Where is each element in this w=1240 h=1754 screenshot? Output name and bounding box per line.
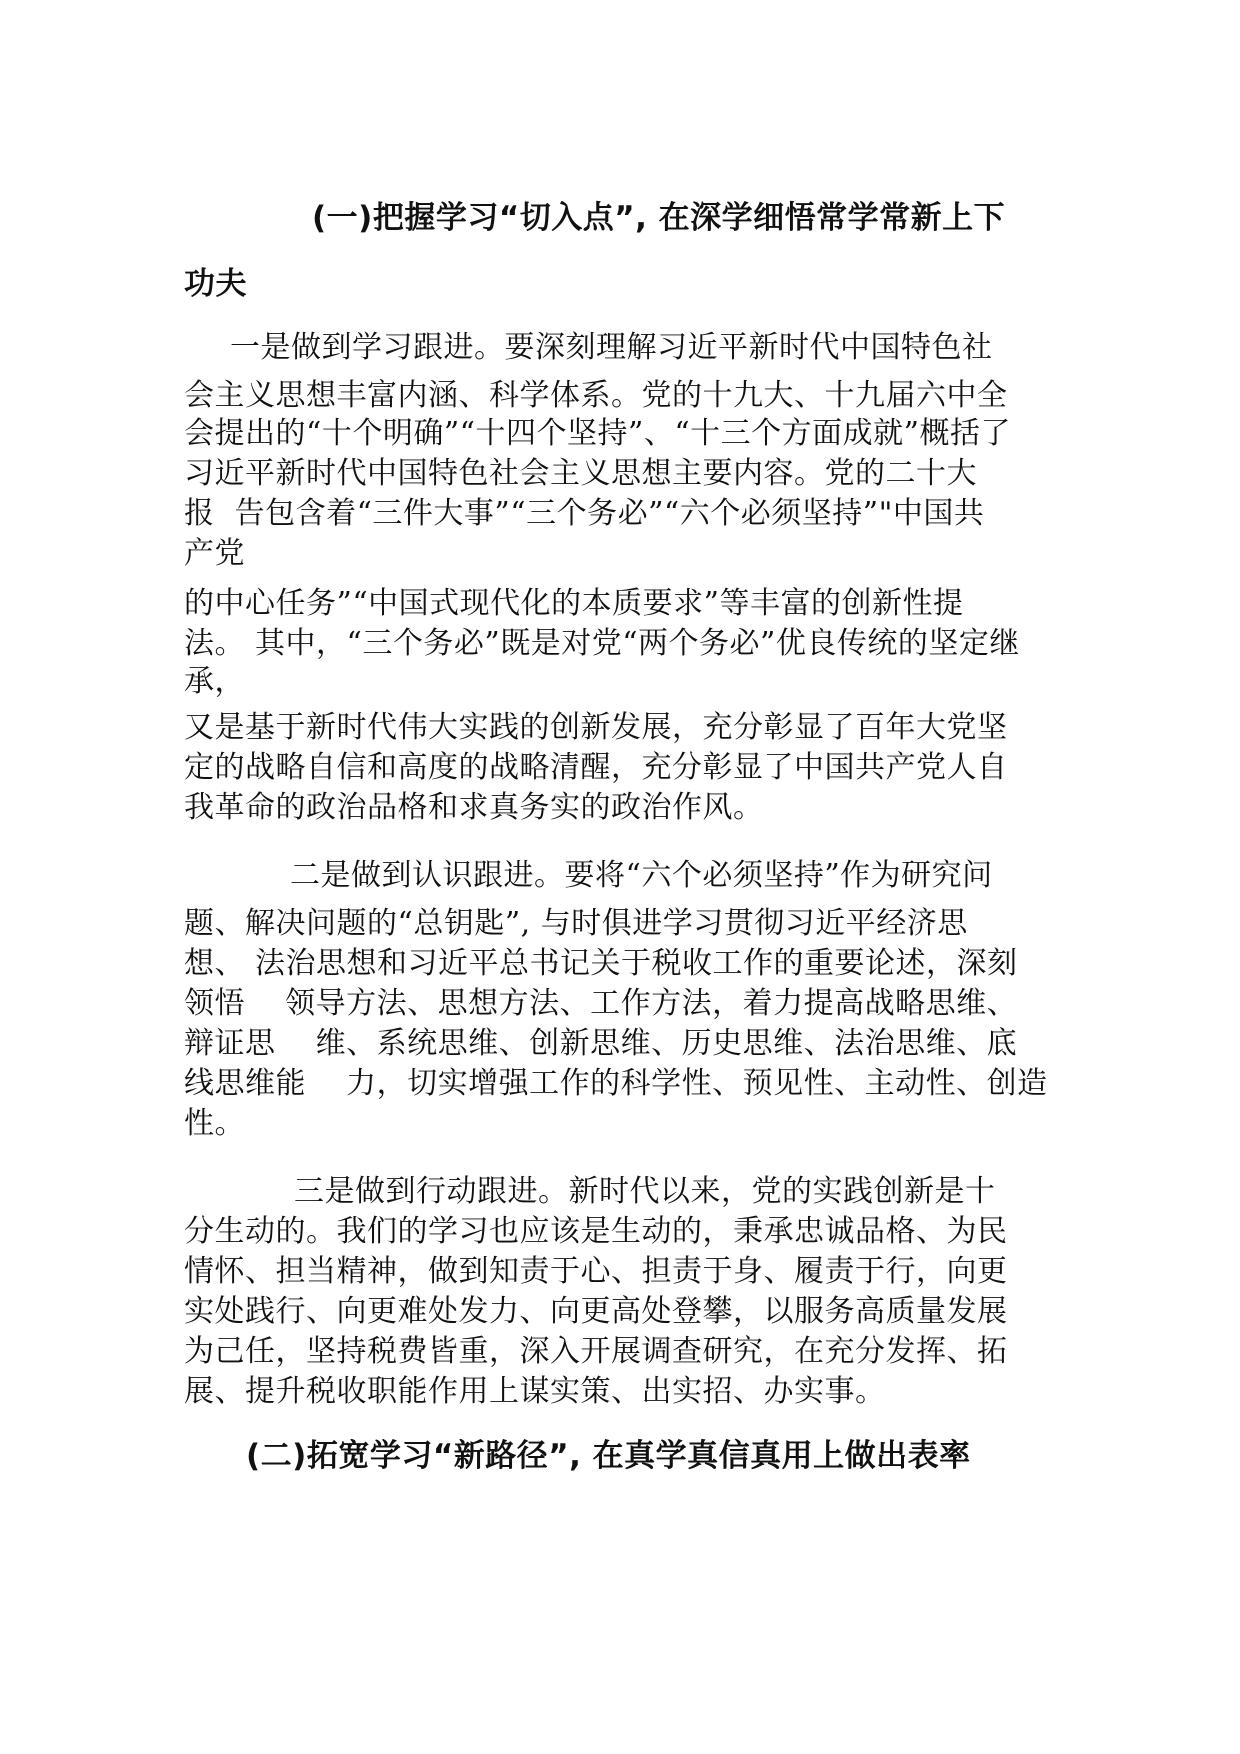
- paragraph-1-line: 报 告包含着“三件大事”“三个务必”“六个必须坚持”"中国共: [184, 496, 985, 531]
- paragraph-3-line: 为己任，坚持税费皆重，深入开展调查研究，在充分发挥、拓: [184, 1334, 1008, 1369]
- paragraph-1-line: 会主义思想丰富内涵、科学体系。党的十九大、十九届六中全: [184, 378, 1008, 413]
- paragraph-1-line: 产党: [184, 536, 245, 571]
- paragraph-3-line: 分生动的。我们的学习也应该是生动的，秉承忠诚品格、为民: [184, 1214, 1008, 1249]
- section-heading-1-line-2: 功夫: [184, 266, 247, 302]
- paragraph-1-line: 会提出的“十个明确”“十四个坚持”、“十三个方面成就”概括了: [184, 416, 1012, 451]
- paragraph-1-line: 习近平新时代中国特色社会主义思想主要内容。党的二十大: [184, 456, 977, 491]
- paragraph-3-line: 实处践行、向更难处发力、向更高处登攀，以服务高质量发展: [184, 1294, 1008, 1329]
- paragraph-1-line: 我革命的政治品格和求真务实的政治作风。: [184, 790, 764, 825]
- paragraph-2-line: 题、解决问题的“总钥匙”, 与时俱进学习贯彻习近平经济思: [184, 906, 968, 941]
- paragraph-2-line: 辩证思 维、系统思维、创新思维、历史思维、法治思维、底: [184, 1026, 1018, 1061]
- paragraph-1-line: 定的战略自信和高度的战略清醒，充分彰显了中国共产党人自: [184, 750, 1008, 785]
- section-heading-1-line-1: (一)把握学习“切入点”, 在深学细悟常学常新上下: [312, 200, 1006, 236]
- paragraph-1-line: 的中心任务”“中国式现代化的本质要求”等丰富的创新性提: [184, 586, 964, 621]
- paragraph-2-line: 线思维能 力，切实增强工作的科学性、预见性、主动性、创造: [184, 1066, 1048, 1101]
- paragraph-3-line: 情怀、担当精神，做到知责于心、担责于身、履责于行，向更: [184, 1254, 1008, 1289]
- paragraph-2-line: 二是做到认识跟进。要将“六个必须坚持”作为研究问: [290, 858, 993, 893]
- paragraph-1-line: 又是基于新时代伟大实践的创新发展，充分彰显了百年大党坚: [184, 710, 1008, 745]
- paragraph-2-line: 想、 法治思想和习近平总书记关于税收工作的重要论述，深刻: [184, 946, 1018, 981]
- paragraph-1-line: 一是做到学习跟进。要深刻理解习近平新时代中国特色社: [230, 330, 993, 365]
- section-heading-2: (二)拓宽学习“新路径”, 在真学真信真用上做出表率: [246, 1438, 971, 1474]
- paragraph-1-line: 法。 其中，“三个务必”既是对党“两个务必”优良传统的坚定继: [184, 626, 1020, 661]
- paragraph-1-line: 承，: [184, 664, 245, 699]
- paragraph-3-line: 三是做到行动跟进。新时代以来，党的实践创新是十: [294, 1174, 996, 1209]
- paragraph-2-line: 性。: [184, 1106, 245, 1141]
- paragraph-3-line: 展、提升税收职能作用上谋实策、出实招、办实事。: [184, 1374, 886, 1409]
- paragraph-2-line: 领悟 领导方法、思想方法、工作方法，着力提高战略思维、: [184, 986, 1018, 1021]
